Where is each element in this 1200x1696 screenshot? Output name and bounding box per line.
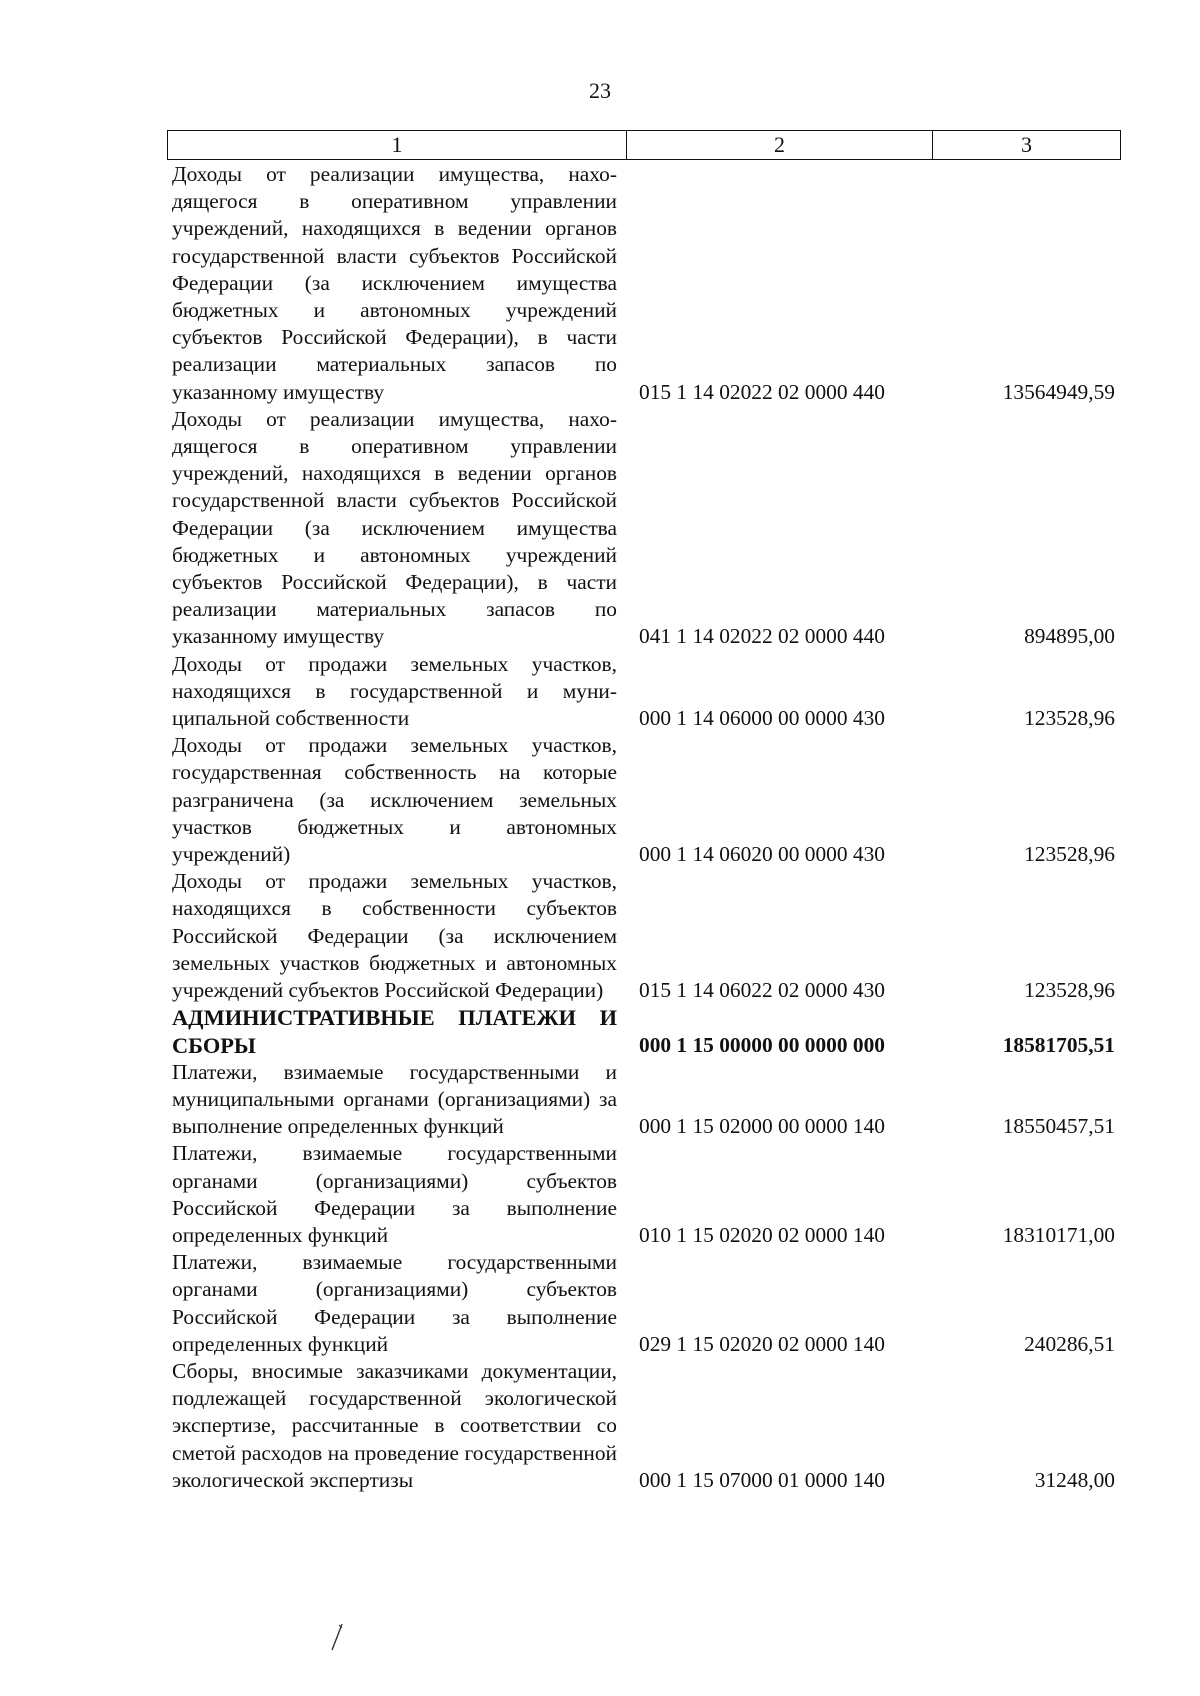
- row-description: Доходы от продажи земельных участков, государственная собственность на которые разграничена (за исключением земельных участков бюджетных и автономных учреждений): [172, 733, 617, 867]
- table-body: [172, 161, 1120, 1494]
- row-description: АДМИНИСТРАТИВНЫЕ ПЛАТЕЖИ И СБОРЫ: [172, 1005, 617, 1058]
- row-amount: 18310171,00: [1002, 1222, 1115, 1247]
- table-row: [172, 161, 1120, 406]
- row-budget-code: 000 1 14 06020 00 0000 430: [639, 842, 885, 867]
- row-budget-code: 000 1 14 06000 00 0000 430: [639, 706, 885, 731]
- row-description: Платежи, взимаемые государственными органами (организациями) субъектов Российской Федерации за выполнение определенных функций: [172, 1250, 617, 1356]
- table-row: [172, 868, 1120, 1004]
- pen-mark: [330, 1622, 344, 1652]
- row-amount: 18550457,51: [1002, 1114, 1115, 1139]
- row-budget-code: 000 1 15 02000 00 0000 140: [639, 1114, 885, 1139]
- row-description: Доходы от продажи земельных участков, находящихся в государственной и муниципальной собственности: [172, 651, 617, 731]
- row-amount: 123528,96: [1024, 842, 1115, 867]
- row-description: Доходы от продажи земельных участков, находящихся в собственности субъектов Российской Федерации (за исключением земельных участков бюджетных и автономных учреждений субъектов Российской Федерации): [172, 869, 617, 1003]
- row-amount: 123528,96: [1024, 978, 1115, 1003]
- row-amount: 18581705,51: [1002, 1032, 1115, 1057]
- row-amount: 894895,00: [1024, 624, 1115, 649]
- table-header: [167, 130, 1121, 160]
- row-amount: 123528,96: [1024, 706, 1115, 731]
- row-budget-code: 010 1 15 02020 02 0000 140: [639, 1222, 885, 1247]
- table-row: [172, 732, 1120, 868]
- row-budget-code: 015 1 14 06022 02 0000 430: [639, 978, 885, 1003]
- table-row: [172, 1059, 1120, 1141]
- row-amount: 31248,00: [1034, 1467, 1115, 1492]
- row-description: Платежи, взимаемые государственными и муниципальными органами (организациями) за выполнение определенных функций: [172, 1059, 617, 1139]
- table-row: [172, 1140, 1120, 1249]
- row-budget-code: 000 1 15 00000 00 0000 000: [639, 1032, 885, 1057]
- row-budget-code: 000 1 15 07000 01 0000 140: [639, 1467, 885, 1492]
- row-amount: 13564949,59: [1002, 379, 1115, 404]
- header-col-2: 2: [627, 131, 933, 159]
- row-amount: 240286,51: [1024, 1331, 1115, 1356]
- header-col-1: 1: [168, 131, 627, 159]
- table-row: [172, 1249, 1120, 1358]
- table-row: [172, 651, 1120, 733]
- page-number: 23: [589, 78, 611, 103]
- row-description: Платежи, взимаемые государственными органами (организациями) субъектов Российской Федерации за выполнение определенных функций: [172, 1141, 617, 1247]
- table-row: [172, 1358, 1120, 1494]
- row-description: Сборы, вносимые заказчиками документации, подлежащей государственной экологической экспертизе, рассчитанные в соответствии со сметой расходов на проведение государственной экологической экспертизы: [172, 1358, 617, 1492]
- row-budget-code: 029 1 15 02020 02 0000 140: [639, 1331, 885, 1356]
- row-description: Доходы от реализации имущества, находящегося в оперативном управлении учреждений, находящихся в ведении органов государственной власти субъектов Российской Федерации (за исключением имущества бюджетных и автономных учреждений субъектов Российской Федерации), в части реализации материальных запасов по указанному имуществу: [172, 162, 617, 404]
- table-row: [172, 1004, 1120, 1058]
- row-budget-code: 015 1 14 02022 02 0000 440: [639, 379, 885, 404]
- header-col-3: 3: [1021, 132, 1032, 157]
- row-budget-code: 041 1 14 02022 02 0000 440: [639, 624, 885, 649]
- row-description: Доходы от реализации имущества, находящегося в оперативном управлении учреждений, находящихся в ведении органов государственной власти субъектов Российской Федерации (за исключением имущества бюджетных и автономных учреждений субъектов Российской Федерации), в части реализации материальных запасов по указанному имуществу: [172, 406, 617, 649]
- table-row: [172, 406, 1120, 651]
